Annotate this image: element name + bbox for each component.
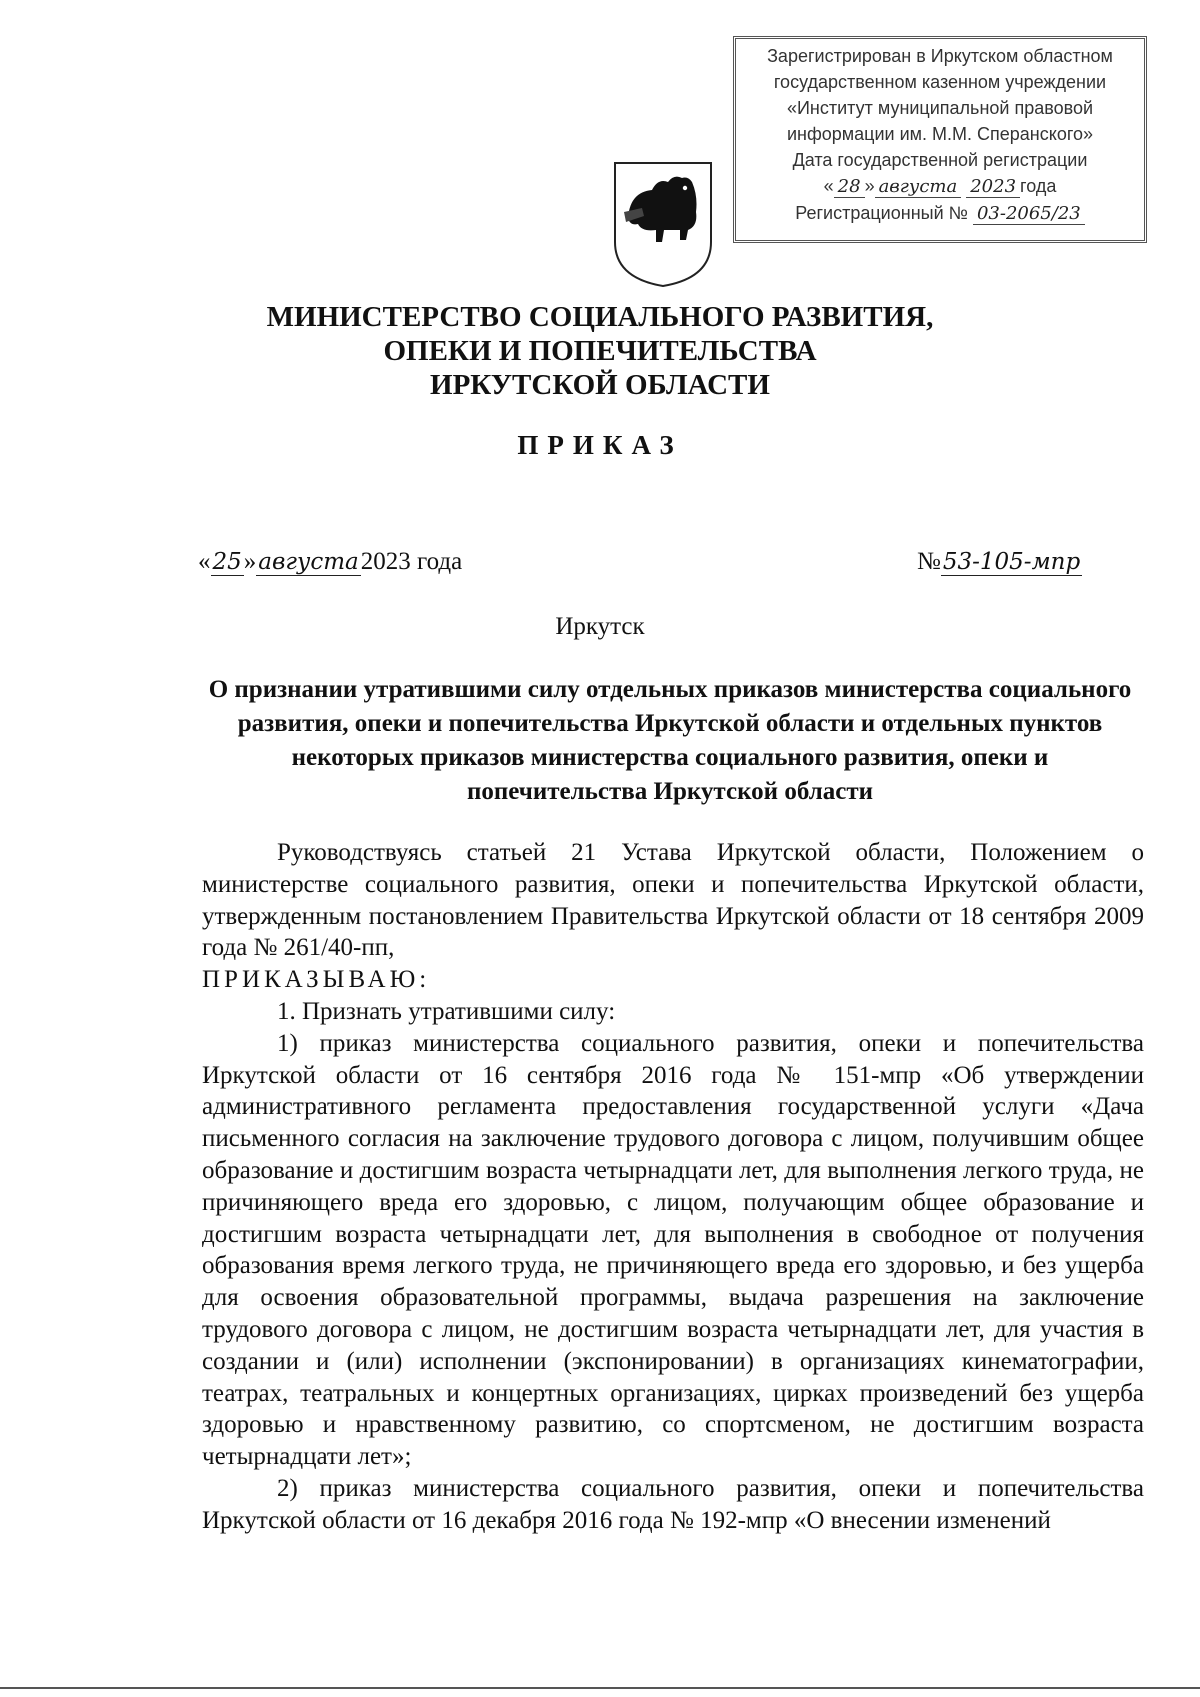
stamp-date-open: « [823, 176, 834, 196]
preamble: Руководствуясь статьей 21 Устава Иркутской области, Положением о министерстве социального развития, опеки и попечительства Иркутской области, утвержденным постановлением Правительства Иркутской области от 18 сентября 2009 года № 261/40-пп, [202, 839, 1144, 962]
document-body [202, 837, 1144, 1537]
stamp-date-line [736, 173, 1144, 200]
city: Иркутск [555, 613, 645, 640]
stamp-month: августа [875, 176, 962, 198]
order-number [917, 548, 1082, 576]
stamp-date-mid: » [864, 176, 875, 196]
order-year: 2023 года [360, 548, 463, 575]
stamp-line-1: Зарегистрирован в Иркутском областном [767, 46, 1113, 66]
order-number-value: 53-105-мпр [942, 549, 1081, 575]
order-word: ПРИКАЗЫВАЮ: [202, 966, 431, 994]
order-date-mid: » [243, 548, 257, 575]
subitem-1: 1) приказ министерства социального развития, опеки и попечительства Иркутской области от 16 сентября 2016 года № 151-мпр «Об утверждении административного регламента предоставления государственной услуги «Дача письменного согласия на заключение трудового договора с лицом, получившим общее образование и достигшим возраста четырнадцати лет, для выполнения легкого труда, не причиняющего вреда его здоровью, с лицом, получающим общее образование и достигшим возраста четырнадцати лет, для выполнения в свободное от получения образования время легкого труда, не причиняющего вреда его здоровью, и без ущерба для освоения образовательной программы, выдача разрешения на заключение трудового договора с лицом, не достигшим возраста четырнадцати лет, для участия в создании и (или) исполнении (экспонировании) в организациях кинематографии, театрах, театральных и концертных организациях, цирках произведений без ущерба здоровью и нравственному развитию, со спортсменом, не достигшим возраста четырнадцати лет»; [202, 1029, 1144, 1471]
stamp-day: 28 [834, 176, 865, 198]
registration-stamp [733, 36, 1147, 243]
order-number-label: № [917, 548, 941, 575]
ministry-line-3: ИРКУТСКОЙ ОБЛАСТИ [430, 369, 770, 401]
stamp-reg-line [736, 200, 1144, 227]
stamp-year-suffix: года [1020, 176, 1057, 196]
stamp-reg-label: Регистрационный № [795, 203, 968, 223]
order-day: 25 [212, 549, 242, 575]
stamp-year: 2023 [966, 176, 1020, 198]
page-bottom-divider [0, 1687, 1200, 1689]
ministry-name [0, 300, 1200, 402]
document-type: ПРИКАЗ [517, 430, 683, 460]
ministry-line-1: МИНИСТЕРСТВО СОЦИАЛЬНОГО РАЗВИТИЯ, [266, 301, 934, 333]
item-1: 1. Признать утратившими силу: [277, 997, 616, 1025]
document-title: О признании утратившими силу отдельных приказов министерства социального развития, опеки и попечительства Иркутской области и отдельных пунктов некоторых приказов министерства социального развития, опеки и попечительства Иркутской области [208, 676, 1132, 805]
stamp-line-5: Дата государственной регистрации [792, 150, 1088, 170]
stamp-line-3: «Институт муниципальной правовой [786, 98, 1094, 118]
order-date [198, 548, 462, 576]
stamp-reg-number: 03-2065/23 [973, 203, 1085, 225]
stamp-line-2: государственном казенном учреждении [773, 72, 1107, 92]
ministry-line-2: ОПЕКИ И ПОПЕЧИТЕЛЬСТВА [383, 335, 817, 367]
stamp-line-4: информации им. М.М. Сперанского» [786, 124, 1094, 144]
order-month: августа [258, 549, 359, 575]
coat-of-arms-icon [612, 160, 714, 288]
order-date-open: « [198, 548, 211, 575]
subitem-2: 2) приказ министерства социального развития, опеки и попечительства Иркутской области от 16 декабря 2016 года № 192-мпр «О внесении изменений [202, 1474, 1144, 1534]
